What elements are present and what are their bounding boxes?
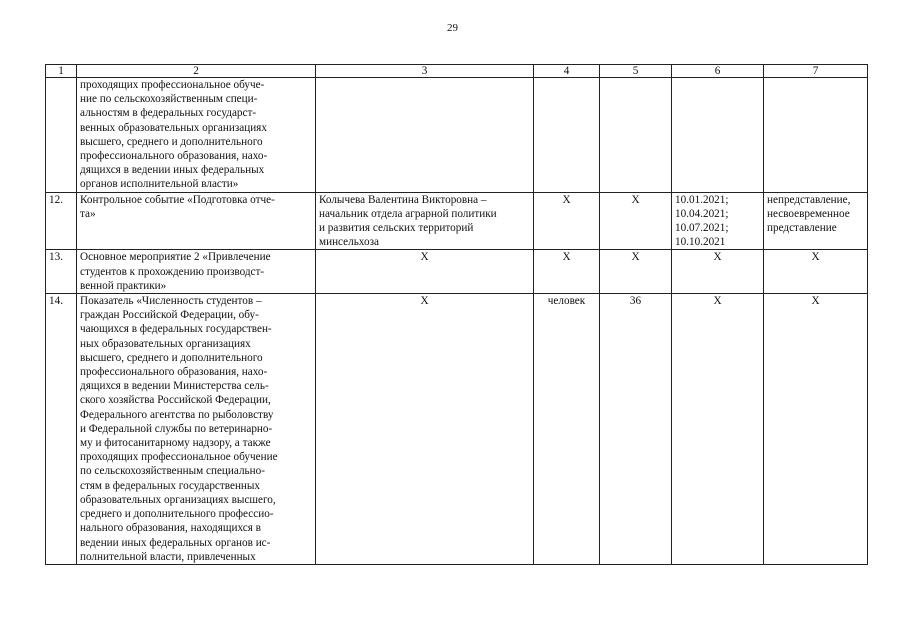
text-line: полнительной власти, привлеченных (80, 550, 256, 563)
row-name (77, 78, 316, 193)
text-line: профессионального образования, нахо- (80, 366, 268, 379)
text-line: чающихся в федеральных государствен- (80, 323, 272, 336)
table-row-14 (46, 294, 868, 565)
row-note (764, 294, 868, 565)
text-line: стям в федеральных государственных (80, 479, 261, 492)
text-line: студентов к прохождению производст- (80, 265, 265, 278)
text-line: профессионального образования, нахо- (80, 150, 268, 163)
table-row-continuation (46, 78, 868, 193)
col-header-6: 6 (672, 65, 764, 78)
text-line: органов исполнительной власти» (80, 178, 239, 191)
text-line: Федерального агентства по рыболовству (80, 408, 274, 421)
text-line: венной практики» (80, 279, 167, 292)
text-line: ведении иных федеральных органов ис- (80, 536, 271, 549)
row-value: Х (600, 192, 672, 250)
plan-table (45, 64, 868, 565)
text-line: по сельскохозяйственным специально- (80, 465, 265, 478)
text-line: Контрольное событие «Подготовка отче- (80, 193, 275, 206)
col-header-4: 4 (534, 65, 600, 78)
text-line: Х (420, 295, 429, 308)
text-line: Показатель «Численность студентов – (80, 295, 262, 308)
page-number: 29 (447, 22, 458, 34)
text-line: ных образовательных организациях (80, 337, 251, 350)
col-header-3: 3 (316, 65, 534, 78)
text-line: и Федеральной службы по ветеринарно- (80, 422, 273, 435)
row-number: 12. (46, 192, 77, 250)
row-responsible (316, 250, 534, 294)
text-line: 10.07.2021; (675, 222, 729, 235)
row-dates (672, 250, 764, 294)
text-line: непредставление, (767, 193, 851, 206)
text-line: граждан Российской Федерации, обу- (80, 309, 259, 322)
col-header-2: 2 (77, 65, 316, 78)
row-name (77, 294, 316, 565)
text-line: высшего, среднего и дополнительного (80, 351, 263, 364)
text-line: Колычева Валентина Викторовна – (319, 193, 487, 206)
text-line: начальник отдела аграрной политики (319, 207, 497, 220)
text-line: Х (811, 251, 820, 264)
text-line: 10.01.2021; (675, 193, 729, 206)
text-line: альностям в федеральных государст- (80, 107, 257, 120)
row-note (764, 192, 868, 250)
text-line: нального образования, находящихся в (80, 522, 261, 535)
text-line: высшего, среднего и дополнительного (80, 135, 263, 148)
row-name (77, 250, 316, 294)
text-line: дящихся в ведении иных федеральных (80, 164, 265, 177)
row-dates (672, 294, 764, 565)
text-line: Основное мероприятие 2 «Привлечение (80, 251, 271, 264)
text-line: 10.10.2021 (675, 236, 726, 249)
text-line: Х (713, 251, 722, 264)
text-line: Х (713, 295, 722, 308)
row-responsible (316, 192, 534, 250)
text-line: проходящих профессиональное обучение (80, 451, 278, 464)
text-line: образовательных организациях высшего, (80, 493, 276, 506)
text-line: и развития сельских территорий (319, 222, 474, 235)
row-unit: Х (534, 250, 600, 294)
row-dates (672, 192, 764, 250)
row-responsible (316, 294, 534, 565)
row-note (764, 250, 868, 294)
text-line: та» (80, 207, 96, 220)
text-line: ние по сельскохозяйственным специ- (80, 93, 258, 106)
text-line: му и фитосанитарному надзору, а также (80, 437, 271, 450)
row-value: Х (600, 250, 672, 294)
text-line: дящихся в ведении Министерства сель- (80, 380, 269, 393)
text-line: среднего и дополнительного профессио- (80, 508, 274, 521)
row-number (46, 78, 77, 193)
row-name (77, 192, 316, 250)
text-line: ского хозяйства Российской Федерации, (80, 394, 271, 407)
row-unit: человек (534, 294, 600, 565)
text-line: венных образовательных организациях (80, 121, 267, 134)
header-row (46, 65, 868, 78)
table-row-13 (46, 250, 868, 294)
text-line: минсельхоза (319, 236, 379, 249)
text-line: Х (811, 295, 820, 308)
text-line: 10.04.2021; (675, 207, 729, 220)
row-value: 36 (600, 294, 672, 565)
text-line: Х (420, 251, 429, 264)
table-row-12 (46, 192, 868, 250)
text-line: проходящих профессиональное обуче- (80, 79, 265, 91)
row-number: 13. (46, 250, 77, 294)
col-header-7: 7 (764, 65, 868, 78)
col-header-1: 1 (46, 65, 77, 78)
col-header-5: 5 (600, 65, 672, 78)
row-number: 14. (46, 294, 77, 565)
text-line: представление (767, 222, 837, 235)
row-unit: Х (534, 192, 600, 250)
text-line: несвоевременное (767, 207, 850, 220)
